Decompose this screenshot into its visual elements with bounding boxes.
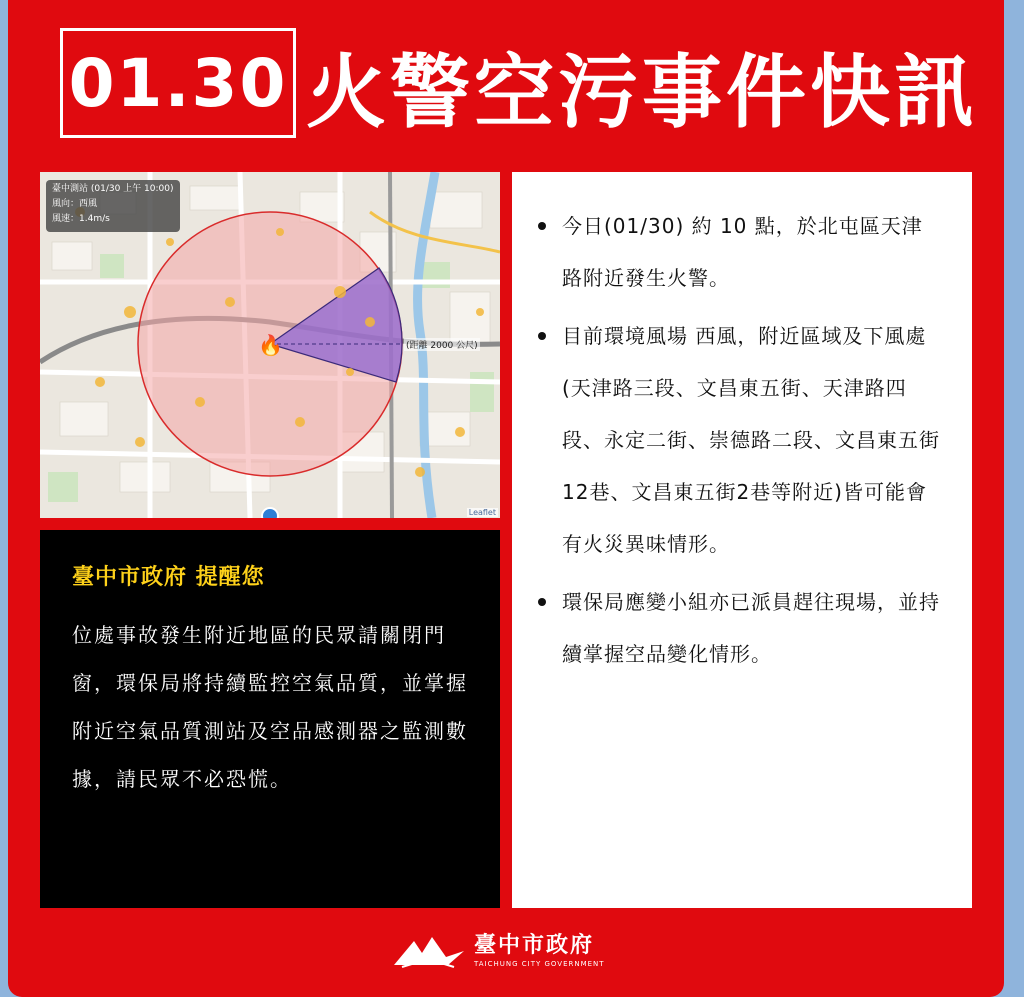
notice-item-text: 環保局應變小組亦已派員趕往現場，並持續掌握空品變化情形。 — [562, 590, 940, 666]
reminder-title: 臺中市政府 提醒您 — [72, 565, 265, 590]
distance-label: (距離 2000 公尺) — [404, 338, 480, 351]
taichung-logo-icon — [392, 931, 466, 971]
notice-item — [534, 576, 942, 680]
poster — [8, 0, 1004, 997]
incident-map[interactable] — [40, 172, 500, 518]
station-line: 臺中測站 (01/30 上午 10:00) — [52, 184, 174, 194]
org-name: 臺中市政府 — [474, 933, 595, 958]
bullet-icon — [538, 598, 546, 606]
bullet-icon — [538, 332, 546, 340]
notice-item-text: 目前環境風場 西風，附近區域及下風處(天津路三段、文昌東五街、天津路四段、永定二街、崇德路二段、文昌東五街12巷、文昌東五街2巷等附近)皆可能會有火災異味情形。 — [562, 324, 940, 556]
notice-item — [534, 200, 942, 304]
date-text: 01.30 — [68, 44, 288, 122]
reminder-body: 位處事故發生附近地區的民眾請關閉門窗，環保局將持續監控空氣品質，並掌握附近空氣品質測站及空品感測器之監測數據，請民眾不必恐慌。 — [72, 623, 468, 791]
map-credit-link[interactable]: Leaflet — [468, 508, 496, 517]
wind-direction-line: 風向：西風 — [52, 199, 98, 209]
org-name-en: TAICHUNG CITY GOVERNMENT — [474, 960, 605, 968]
reminder-panel — [40, 530, 500, 908]
footer-logo — [392, 926, 622, 976]
notice-item — [534, 310, 942, 570]
notice-panel — [512, 172, 972, 908]
station-info-panel — [46, 180, 180, 232]
date-badge — [60, 28, 296, 138]
fire-icon[interactable]: 🔥 — [258, 333, 283, 357]
bullet-icon — [538, 222, 546, 230]
notice-item-text: 今日(01/30) 約 10 點，於北屯區天津路附近發生火警。 — [562, 214, 923, 290]
page-title: 火警空污事件快訊 — [306, 45, 978, 139]
wind-speed-line: 風速：1.4m/s — [52, 214, 110, 224]
